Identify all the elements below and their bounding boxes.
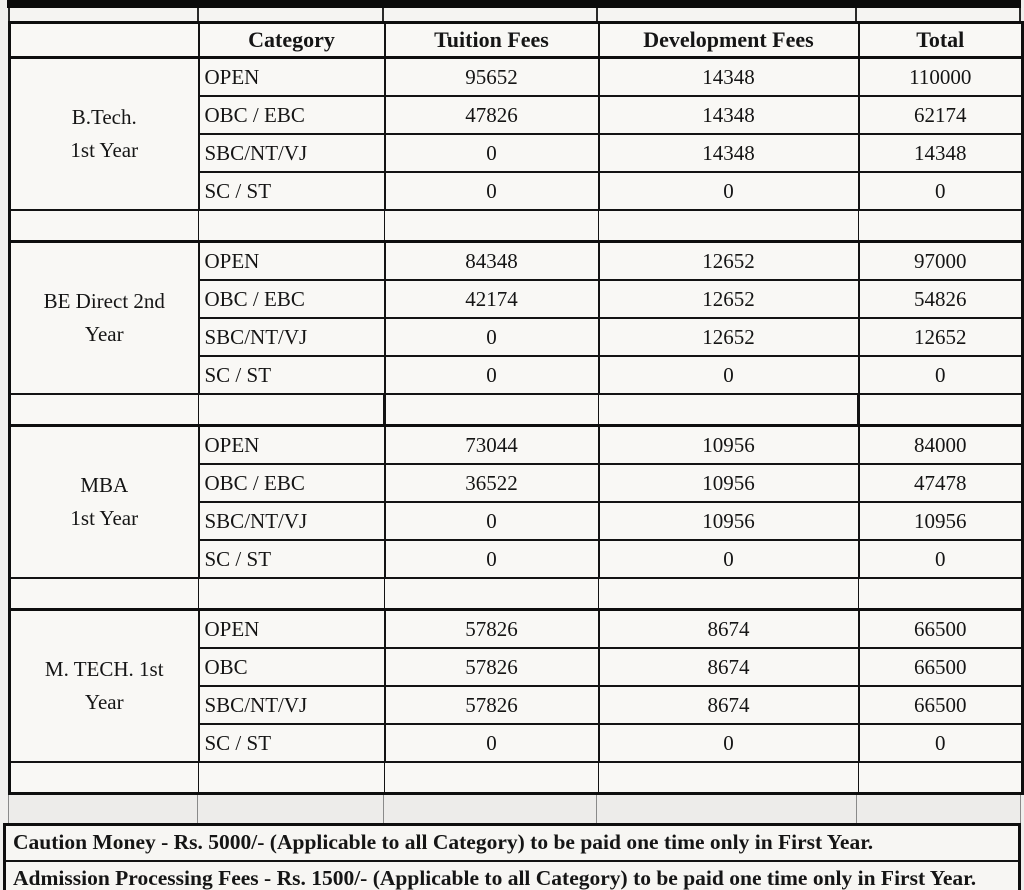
spacer-cell <box>199 394 385 426</box>
spacer-cell <box>384 8 598 21</box>
spacer-row <box>10 578 1023 610</box>
spacer-cell <box>199 578 385 610</box>
tuition-fees-cell: 0 <box>385 318 599 356</box>
total-cell: 12652 <box>859 318 1023 356</box>
tuition-fees-cell: 95652 <box>385 58 599 97</box>
development-fees-cell: 10956 <box>599 464 859 502</box>
table-row <box>10 610 1023 649</box>
total-cell: 0 <box>859 724 1023 762</box>
total-cell: 14348 <box>859 134 1023 172</box>
category-cell: SBC/NT/VJ <box>199 318 385 356</box>
development-fees-cell: 14348 <box>599 134 859 172</box>
notes-box <box>3 823 1021 890</box>
development-fees-cell: 12652 <box>599 280 859 318</box>
spacer-cell <box>599 210 859 242</box>
table-row <box>10 242 1023 281</box>
program-cell <box>10 610 199 763</box>
spacer-cell <box>597 795 857 823</box>
spacer-cell <box>599 762 859 794</box>
category-cell: SBC/NT/VJ <box>199 686 385 724</box>
development-fees-cell: 0 <box>599 356 859 394</box>
spacer-cell <box>599 578 859 610</box>
total-cell: 47478 <box>859 464 1023 502</box>
top-black-bar <box>7 0 1021 8</box>
spacer-cell <box>10 762 199 794</box>
spacer-cell <box>10 8 199 21</box>
header-row <box>10 23 1023 58</box>
category-cell: OPEN <box>199 610 385 649</box>
program-line: B.Tech. <box>71 105 137 129</box>
tuition-fees-cell: 42174 <box>385 280 599 318</box>
spacer-cell <box>10 394 199 426</box>
spacer-cell <box>859 578 1023 610</box>
program-line: BE Direct 2nd <box>43 289 165 313</box>
tuition-fees-cell: 47826 <box>385 96 599 134</box>
program-cell <box>10 426 199 579</box>
tuition-fees-cell: 57826 <box>385 686 599 724</box>
category-cell: OBC <box>199 648 385 686</box>
spacer-cell <box>10 578 199 610</box>
total-cell: 54826 <box>859 280 1023 318</box>
spacer-cell <box>385 210 599 242</box>
table-row <box>10 426 1023 465</box>
spacer-cell <box>10 210 199 242</box>
header-blank-cell <box>10 23 199 58</box>
program-line: MBA <box>80 473 129 497</box>
total-cell: 97000 <box>859 242 1023 281</box>
tuition-fees-cell: 0 <box>385 134 599 172</box>
category-cell: SC / ST <box>199 356 385 394</box>
category-cell: OBC / EBC <box>199 96 385 134</box>
spacer-row <box>10 394 1023 426</box>
category-cell: OBC / EBC <box>199 280 385 318</box>
spacer-cell <box>199 762 385 794</box>
development-fees-cell: 10956 <box>599 426 859 465</box>
total-cell: 0 <box>859 356 1023 394</box>
spacer-cell <box>859 210 1023 242</box>
program-line: Year <box>84 322 124 346</box>
header-category: Category <box>199 23 385 58</box>
tuition-fees-cell: 0 <box>385 356 599 394</box>
category-cell: SC / ST <box>199 540 385 578</box>
category-cell: SBC/NT/VJ <box>199 502 385 540</box>
development-fees-cell: 8674 <box>599 610 859 649</box>
total-cell: 62174 <box>859 96 1023 134</box>
tuition-fees-cell: 84348 <box>385 242 599 281</box>
spacer-cell <box>199 210 385 242</box>
category-cell: SC / ST <box>199 172 385 210</box>
header-development-fees: Development Fees <box>599 23 859 58</box>
total-cell: 0 <box>859 172 1023 210</box>
admission-processing-fees-note: Admission Processing Fees - Rs. 1500/- (Applicable to all Category) to be paid one time only in First Year. <box>13 866 977 890</box>
spacer-row <box>10 210 1023 242</box>
tuition-fees-cell: 0 <box>385 540 599 578</box>
spacer-cell <box>859 394 1023 426</box>
development-fees-cell: 10956 <box>599 502 859 540</box>
spacer-cell <box>9 795 198 823</box>
category-cell: SBC/NT/VJ <box>199 134 385 172</box>
tuition-fees-cell: 0 <box>385 172 599 210</box>
program-line: 1st Year <box>70 506 139 530</box>
total-cell: 66500 <box>859 648 1023 686</box>
caution-money-note: Caution Money - Rs. 5000/- (Applicable to all Category) to be paid one time only in First Year. <box>6 826 1018 862</box>
tuition-fees-cell: 57826 <box>385 648 599 686</box>
spacer-cell <box>598 8 857 21</box>
bottom-spacer-row <box>8 795 1021 823</box>
category-cell: SC / ST <box>199 724 385 762</box>
total-cell: 84000 <box>859 426 1023 465</box>
development-fees-cell: 14348 <box>599 96 859 134</box>
total-cell: 66500 <box>859 686 1023 724</box>
category-cell: OPEN <box>199 58 385 97</box>
program-line: M. TECH. 1st <box>44 657 164 681</box>
category-cell: OPEN <box>199 426 385 465</box>
development-fees-cell: 0 <box>599 540 859 578</box>
total-cell: 0 <box>859 540 1023 578</box>
development-fees-cell: 12652 <box>599 318 859 356</box>
spacer-cell <box>385 762 599 794</box>
development-fees-cell: 14348 <box>599 58 859 97</box>
program-line: 1st Year <box>70 138 139 162</box>
development-fees-cell: 0 <box>599 724 859 762</box>
tuition-fees-cell: 0 <box>385 502 599 540</box>
spacer-cell <box>198 795 384 823</box>
development-fees-cell: 8674 <box>599 686 859 724</box>
spacer-cell <box>859 762 1023 794</box>
header-total: Total <box>859 23 1023 58</box>
tuition-fees-cell: 57826 <box>385 610 599 649</box>
spacer-cell <box>385 578 599 610</box>
tuition-fees-cell: 73044 <box>385 426 599 465</box>
category-cell: OPEN <box>199 242 385 281</box>
fee-table <box>8 21 1024 795</box>
spacer-cell <box>199 8 385 21</box>
table-row <box>10 58 1023 97</box>
program-line: Year <box>84 690 124 714</box>
tuition-fees-cell: 36522 <box>385 464 599 502</box>
development-fees-cell: 8674 <box>599 648 859 686</box>
program-cell <box>10 58 199 211</box>
spacer-row <box>10 762 1023 794</box>
spacer-cell <box>599 394 859 426</box>
spacer-cell <box>384 795 598 823</box>
category-cell: OBC / EBC <box>199 464 385 502</box>
spacer-cell <box>857 795 1021 823</box>
program-cell <box>10 242 199 395</box>
total-cell: 110000 <box>859 58 1023 97</box>
tuition-fees-cell: 0 <box>385 724 599 762</box>
header-tuition-fees: Tuition Fees <box>385 23 599 58</box>
development-fees-cell: 0 <box>599 172 859 210</box>
top-spacer-row <box>8 8 1021 21</box>
total-cell: 10956 <box>859 502 1023 540</box>
spacer-cell <box>857 8 1021 21</box>
development-fees-cell: 12652 <box>599 242 859 281</box>
spacer-cell <box>385 394 599 426</box>
total-cell: 66500 <box>859 610 1023 649</box>
